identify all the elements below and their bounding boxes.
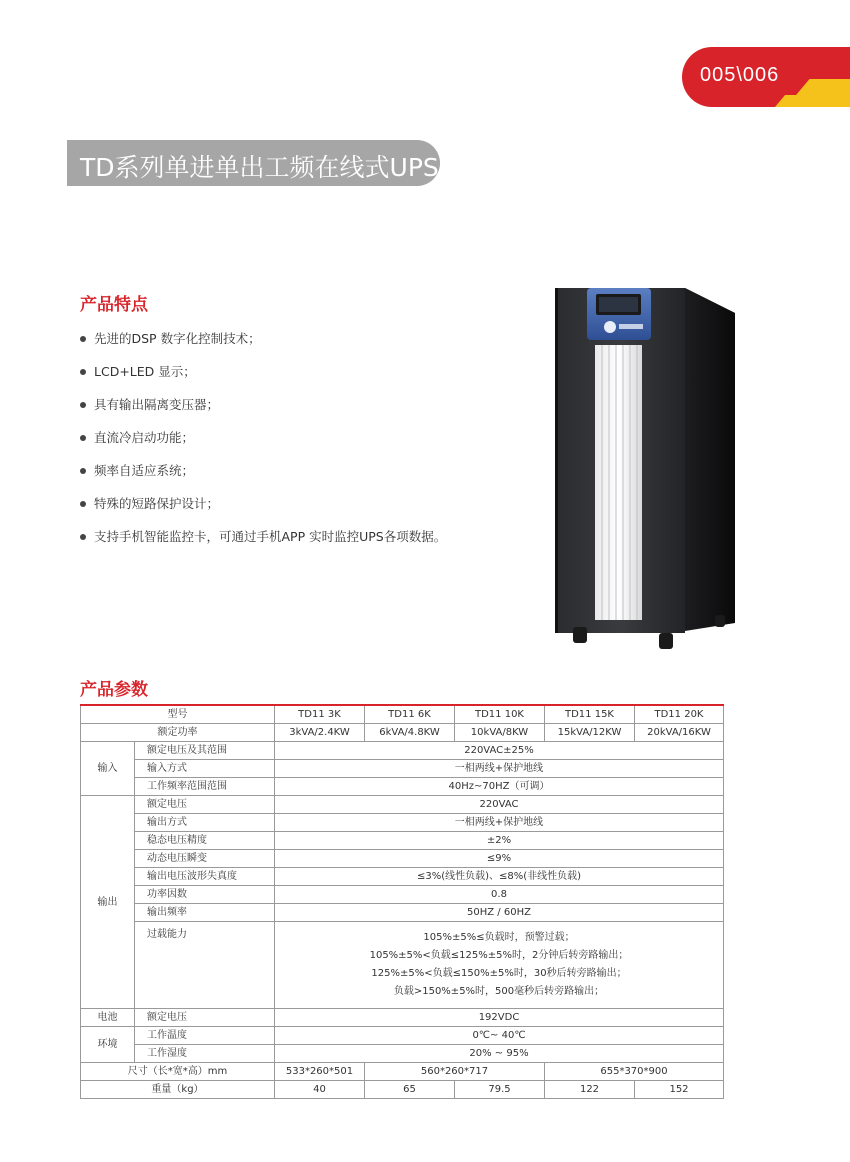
table-row bbox=[81, 1009, 724, 1027]
table-cell: 20kVA/16KW bbox=[635, 724, 724, 742]
table-cell: 额定电压 bbox=[135, 1009, 275, 1027]
table-cell: 40Hz~70HZ（可调） bbox=[275, 778, 724, 796]
features-heading: 产品特点 bbox=[80, 295, 148, 315]
table-cell: 20% ~ 95% bbox=[275, 1045, 724, 1063]
overload-cell bbox=[275, 922, 724, 1009]
page-number: 005\006 bbox=[700, 64, 780, 86]
feature-item: 具有输出隔离变压器； bbox=[80, 396, 446, 429]
table-cell: 型号 bbox=[81, 705, 275, 724]
table-cell: 输出方式 bbox=[135, 814, 275, 832]
table-cell: ±2% bbox=[275, 832, 724, 850]
table-cell: 一相两线+保护地线 bbox=[275, 814, 724, 832]
table-cell: 6kVA/4.8KW bbox=[365, 724, 455, 742]
page-title: TD系列单进单出工频在线式UPS bbox=[80, 153, 439, 182]
table-row bbox=[81, 904, 724, 922]
table-row bbox=[81, 705, 724, 724]
table-cell: TD11 15K bbox=[545, 705, 635, 724]
table-cell: 0.8 bbox=[275, 886, 724, 904]
table-cell: 输出频率 bbox=[135, 904, 275, 922]
feature-item: 先进的DSP 数字化控制技术； bbox=[80, 330, 446, 363]
feature-item: 支持手机智能监控卡，可通过手机APP 实时监控UPS各项数据。 bbox=[80, 528, 446, 561]
table-cell: 动态电压瞬变 bbox=[135, 850, 275, 868]
table-row bbox=[81, 796, 724, 814]
table-cell: 560*260*717 bbox=[365, 1063, 545, 1081]
table-cell: 额定电压 bbox=[135, 796, 275, 814]
table-row bbox=[81, 1063, 724, 1081]
group-label: 环境 bbox=[81, 1027, 135, 1063]
table-cell: 稳态电压精度 bbox=[135, 832, 275, 850]
overload-line: 负载>150%±5%时，500毫秒后转旁路输出； bbox=[393, 986, 605, 997]
table-cell: ≤3%(线性负载)、≤8%(非线性负载) bbox=[275, 868, 724, 886]
page-number-tab bbox=[682, 47, 850, 107]
group-label: 输入 bbox=[81, 742, 135, 796]
table-row bbox=[81, 832, 724, 850]
table-cell: 79.5 bbox=[455, 1081, 545, 1099]
table-row bbox=[81, 778, 724, 796]
table-cell: 输出电压波形失真度 bbox=[135, 868, 275, 886]
decor-stripe bbox=[786, 79, 850, 107]
feature-item: 直流冷启动功能； bbox=[80, 429, 446, 462]
bullet-icon bbox=[80, 468, 86, 474]
table-row bbox=[81, 1045, 724, 1063]
group-label: 输出 bbox=[81, 796, 135, 1009]
group-label: 电池 bbox=[81, 1009, 135, 1027]
table-row bbox=[81, 850, 724, 868]
table-cell: ≤9% bbox=[275, 850, 724, 868]
spec-table bbox=[80, 704, 724, 1099]
table-cell: 工作频率范围范围 bbox=[135, 778, 275, 796]
table-cell: 额定功率 bbox=[81, 724, 275, 742]
features-list bbox=[80, 330, 446, 561]
title-banner bbox=[67, 140, 440, 186]
bullet-icon bbox=[80, 402, 86, 408]
table-cell: TD11 6K bbox=[365, 705, 455, 724]
table-cell: 152 bbox=[635, 1081, 724, 1099]
ups-cabinet-image bbox=[555, 283, 745, 653]
table-cell: TD11 20K bbox=[635, 705, 724, 724]
feature-item: 频率自适应系统； bbox=[80, 462, 446, 495]
overload-line: 125%±5%<负载≤150%±5%时，30秒后转旁路输出； bbox=[371, 968, 627, 979]
table-cell: 50HZ / 60HZ bbox=[275, 904, 724, 922]
table-row bbox=[81, 760, 724, 778]
table-row bbox=[81, 1027, 724, 1045]
table-cell: 40 bbox=[275, 1081, 365, 1099]
table-cell: 功率因数 bbox=[135, 886, 275, 904]
table-row bbox=[81, 724, 724, 742]
table-cell: 输入方式 bbox=[135, 760, 275, 778]
table-cell: 65 bbox=[365, 1081, 455, 1099]
table-row bbox=[81, 868, 724, 886]
table-row bbox=[81, 742, 724, 760]
overload-line: 105%±5%≤负载时，预警过载； bbox=[423, 932, 575, 943]
table-row bbox=[81, 1081, 724, 1099]
table-cell: 过载能力 bbox=[135, 922, 275, 1009]
table-cell: 额定电压及其范围 bbox=[135, 742, 275, 760]
table-cell: 重量（kg） bbox=[81, 1081, 275, 1099]
table-cell: 533*260*501 bbox=[275, 1063, 365, 1081]
feature-item: 特殊的短路保护设计； bbox=[80, 495, 446, 528]
table-row bbox=[81, 922, 724, 1009]
table-cell: 工作湿度 bbox=[135, 1045, 275, 1063]
bullet-icon bbox=[80, 501, 86, 507]
table-cell: 工作温度 bbox=[135, 1027, 275, 1045]
table-cell: 220VAC±25% bbox=[275, 742, 724, 760]
table-cell: 655*370*900 bbox=[545, 1063, 724, 1081]
table-row bbox=[81, 886, 724, 904]
table-cell: TD11 10K bbox=[455, 705, 545, 724]
table-cell: 3kVA/2.4KW bbox=[275, 724, 365, 742]
bullet-icon bbox=[80, 369, 86, 375]
feature-item: LCD+LED 显示； bbox=[80, 363, 446, 396]
table-cell: 0℃~ 40℃ bbox=[275, 1027, 724, 1045]
table-cell: 15kVA/12KW bbox=[545, 724, 635, 742]
table-cell: TD11 3K bbox=[275, 705, 365, 724]
table-cell: 220VAC bbox=[275, 796, 724, 814]
table-row bbox=[81, 814, 724, 832]
table-cell: 122 bbox=[545, 1081, 635, 1099]
bullet-icon bbox=[80, 534, 86, 540]
params-heading: 产品参数 bbox=[80, 680, 148, 700]
overload-line: 105%±5%<负载≤125%±5%时，2分钟后转旁路输出； bbox=[369, 950, 629, 961]
table-cell: 一相两线+保护地线 bbox=[275, 760, 724, 778]
bullet-icon bbox=[80, 435, 86, 441]
bullet-icon bbox=[80, 336, 86, 342]
table-cell: 10kVA/8KW bbox=[455, 724, 545, 742]
table-cell: 尺寸（长*宽*高）mm bbox=[81, 1063, 275, 1081]
table-cell: 192VDC bbox=[275, 1009, 724, 1027]
